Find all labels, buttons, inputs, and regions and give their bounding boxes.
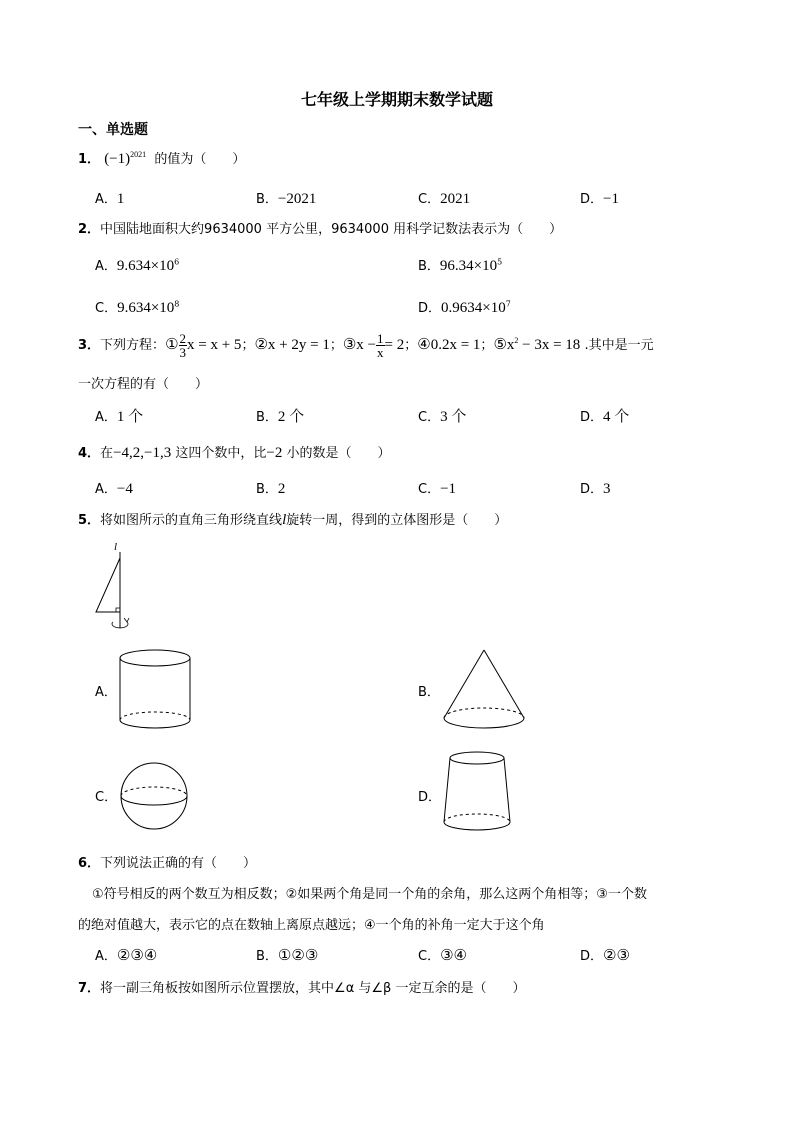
question-4: 4．在−4,2,−1,3 这四个数中，比−2 小的数是（ ） (78, 445, 391, 461)
q6-option-b: B．①②③ (256, 946, 319, 964)
question-number: 1． (78, 152, 101, 167)
circled-5: ⑤ (493, 335, 507, 353)
q1-option-d: D．−1 (580, 191, 619, 207)
q5-option-c-label: C． (95, 790, 118, 805)
q6-text: 下列说法正确的有（ ） (100, 856, 257, 871)
question-3: 3．下列方程：① $\frac{2}{3}$ x = x + 5；②x + 2y = 1；③x − $\frac{1}{x}$ = 2；④0.2x = 1；$⑤x^2 - 3x = 18$ .其中是一元 (78, 331, 654, 360)
question-number: 7． (78, 981, 101, 996)
q2-option-b: B．$96.34\times 10^5$ (418, 257, 503, 274)
q3-option-c: C．3 个 (418, 409, 467, 425)
section-heading: 一、单选题 (78, 122, 148, 138)
q6-option-a: A．②③④ (95, 946, 158, 964)
line-l: l (282, 512, 287, 528)
q3-line-2: 一次方程的有（ ） (78, 377, 209, 392)
q4-option-c: C．−1 (418, 481, 457, 497)
q4-option-a: A．−4 (95, 481, 133, 497)
question-5: 5．将如图所示的直角三角形绕直线l旋转一周，得到的立体图形是（ ） (78, 512, 508, 528)
q1-option-b: B．−2021 (256, 191, 317, 207)
q6-statements-line-2: 的绝对值越大，表示它的点在数轴上离原点越远；④一个角的补角一定大于这个角 (78, 918, 545, 933)
question-1 (78, 148, 245, 168)
question-number: 3． (78, 338, 101, 353)
cone-figure (442, 648, 528, 732)
q6-statements-line-1: ①符号相反的两个数互为相反数；②如果两个角是同一个角的余角，那么这两个角相等；③一个数 (92, 887, 647, 902)
question-number: 4． (78, 446, 101, 461)
q1-text: 的值为（ ） (154, 152, 246, 167)
question-number: 6． (78, 856, 101, 871)
q4-option-d: D．3 (580, 481, 611, 497)
question-number: 5． (78, 513, 101, 528)
q2-option-d: D．$0.9634\times 10^7$ (418, 299, 511, 316)
question-6 (78, 852, 256, 871)
q3-lead: 下列方程： (100, 338, 166, 353)
sphere-figure (118, 760, 190, 832)
circled-1: ① (165, 335, 179, 353)
q6-option-c: C．③④ (418, 946, 467, 964)
equation-4: 0.2x = 1 (430, 337, 481, 353)
equation-1: x = x + 5 (187, 337, 242, 353)
right-triangle-figure (88, 538, 138, 634)
q3-option-b: B．2 个 (256, 409, 305, 425)
fraction-1-x: $\frac{1}{x}$ (377, 331, 384, 360)
q2-text: 中国陆地面积大约9634000 平方公里，9634000 用科学记数法表示为（ ） (100, 222, 563, 237)
equation-5: $x^2 - 3x = 18$ (506, 336, 581, 353)
circled-2: ② (254, 335, 268, 353)
q2-option-c: C．$9.634\times 10^8$ (95, 299, 180, 316)
q4-option-b: B．2 (256, 481, 286, 497)
q4-compare: −2 (266, 445, 283, 461)
circled-3: ③ (342, 335, 357, 353)
q3-option-a: A．1 个 (95, 409, 144, 425)
question-number: 2． (78, 222, 101, 237)
axis-label: l (114, 541, 118, 553)
circled-4: ④ (417, 335, 431, 353)
q7-text: 将一副三角板按如图所示位置摆放，其中∠α 与∠β 一定互余的是（ ） (100, 981, 526, 996)
q4-numbers: −4,2,−1,3 (113, 445, 172, 461)
cylinder-figure (118, 648, 194, 730)
page-title: 七年级上学期期末数学试题 (300, 90, 493, 109)
q1-expression: $(-1)^{2021}$ (104, 150, 147, 167)
question-2 (78, 218, 562, 237)
question-7 (78, 977, 526, 996)
equation-2: x + 2y = 1 (267, 337, 330, 353)
q3-option-d: D．4 个 (580, 409, 630, 425)
frustum-figure (442, 750, 514, 836)
q1-option-a: A．1 (95, 191, 125, 207)
q6-option-d: D．②③ (580, 946, 630, 964)
q2-option-a: A．$9.634\times 10^6$ (95, 257, 180, 274)
q5-option-d-label: D． (418, 790, 442, 805)
equation-3: x − (356, 337, 377, 353)
q5-option-b-label: B． (418, 685, 440, 700)
q3-tail: .其中是一元 (580, 338, 654, 353)
q5-option-a-label: A． (95, 685, 117, 700)
q1-option-c: C．2021 (418, 191, 471, 207)
fraction-2-3: $\frac{2}{3}$ (179, 331, 187, 360)
